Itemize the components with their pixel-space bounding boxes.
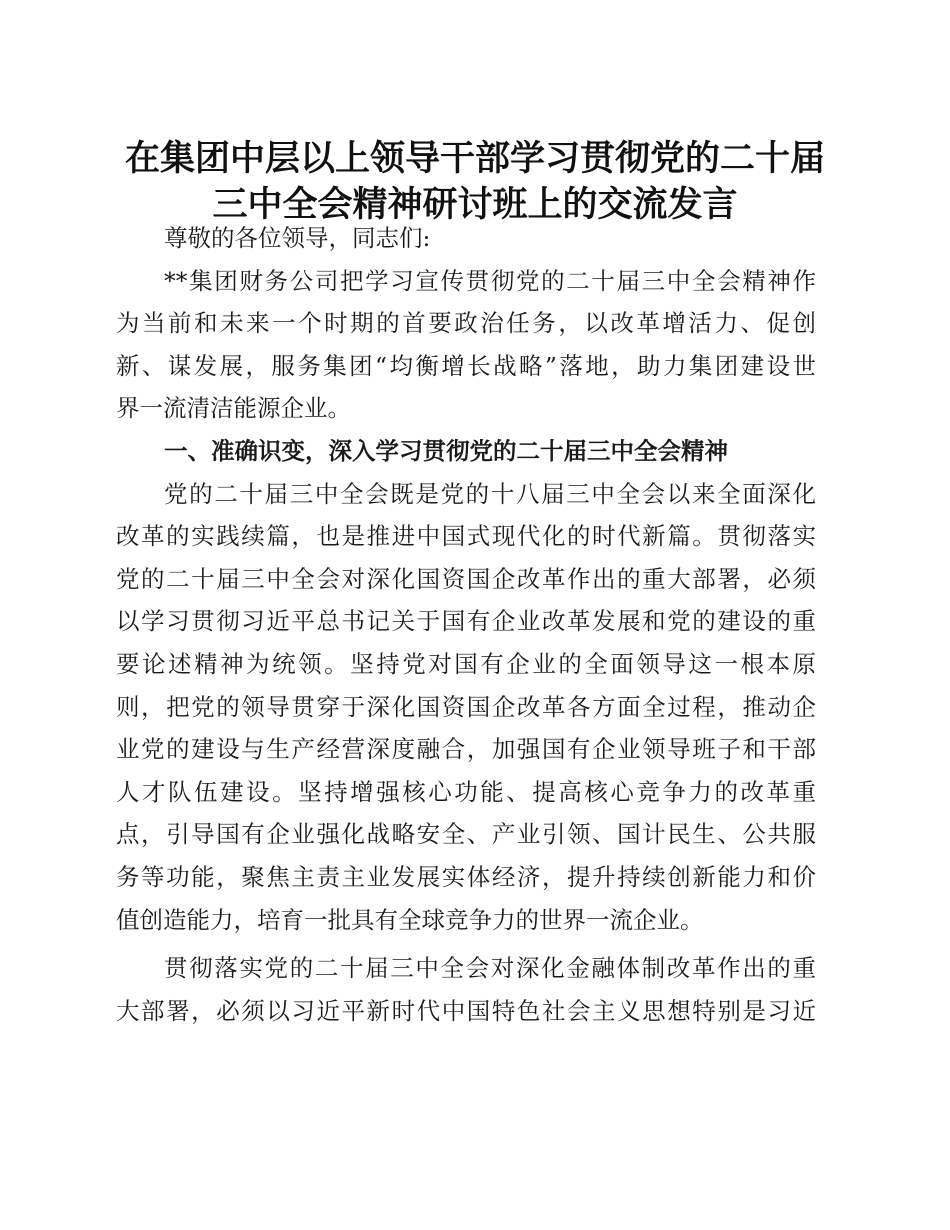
paragraph-line: 改革的实践续篇，也是推进中国式现代化的时代新篇。贯彻落实 [116, 522, 816, 551]
paragraph-line: 业党的建设与生产经营深度融合，加强国有企业领导班子和干部 [116, 735, 816, 764]
paragraph-line: 党的二十届三中全会既是党的十八届三中全会以来全面深化 [164, 479, 816, 508]
title-line-1: 在集团中层以上领导干部学习贯彻党的二十届 [124, 138, 825, 179]
paragraph-line: 为当前和未来一个时期的首要政治任务，以改革增活力、促创 [116, 309, 816, 338]
paragraph-line: 点，引导国有企业强化战略安全、产业引领、国计民生、公共服 [116, 820, 816, 849]
title-line-2: 三中全会精神研讨班上的交流发言 [212, 184, 738, 225]
paragraph-intro [116, 260, 816, 430]
paragraph-line: 新、谋发展，服务集团“均衡增长战略”落地，助力集团建设世 [116, 351, 816, 380]
salutation: 尊敬的各位领导，同志们: [164, 224, 431, 252]
paragraph-line: 党的二十届三中全会对深化国资国企改革作出的重大部署，必须 [116, 564, 816, 593]
document-body [116, 217, 816, 1032]
section-heading-1: 一、准确识变，深入学习贯彻党的二十届三中全会精神 [164, 436, 728, 465]
paragraph-line: 值创造能力，培育一批具有全球竞争力的世界一流企业。 [116, 905, 704, 934]
paragraph-section1 [116, 473, 816, 942]
paragraph-line: 大部署，必须以习近平新时代中国特色社会主义思想特别是习近 [116, 996, 816, 1025]
paragraph-line: 界一流清洁能源企业。 [116, 394, 351, 423]
paragraph-line: 则，把党的领导贯穿于深化国资国企改革各方面全过程，推动企 [116, 692, 816, 721]
paragraph-line: 人才队伍建设。坚持增强核心功能、提高核心竞争力的改革重 [116, 777, 816, 806]
document-title [100, 136, 850, 228]
paragraph-line: 要论述精神为统领。坚持党对国有企业的全面领导这一根本原 [116, 649, 816, 678]
paragraph-line: 务等功能，聚焦主责主业发展实体经济，提升持续创新能力和价 [116, 862, 816, 891]
paragraph-line: **集团财务公司把学习宣传贯彻党的二十届三中全会精神作 [164, 266, 816, 295]
paragraph-line: 以学习贯彻习近平总书记关于国有企业改革发展和党的建设的重 [116, 607, 816, 636]
paragraph-line: 贯彻落实党的二十届三中全会对深化金融体制改革作出的重 [164, 954, 816, 983]
paragraph-section1-continued [116, 947, 816, 1032]
